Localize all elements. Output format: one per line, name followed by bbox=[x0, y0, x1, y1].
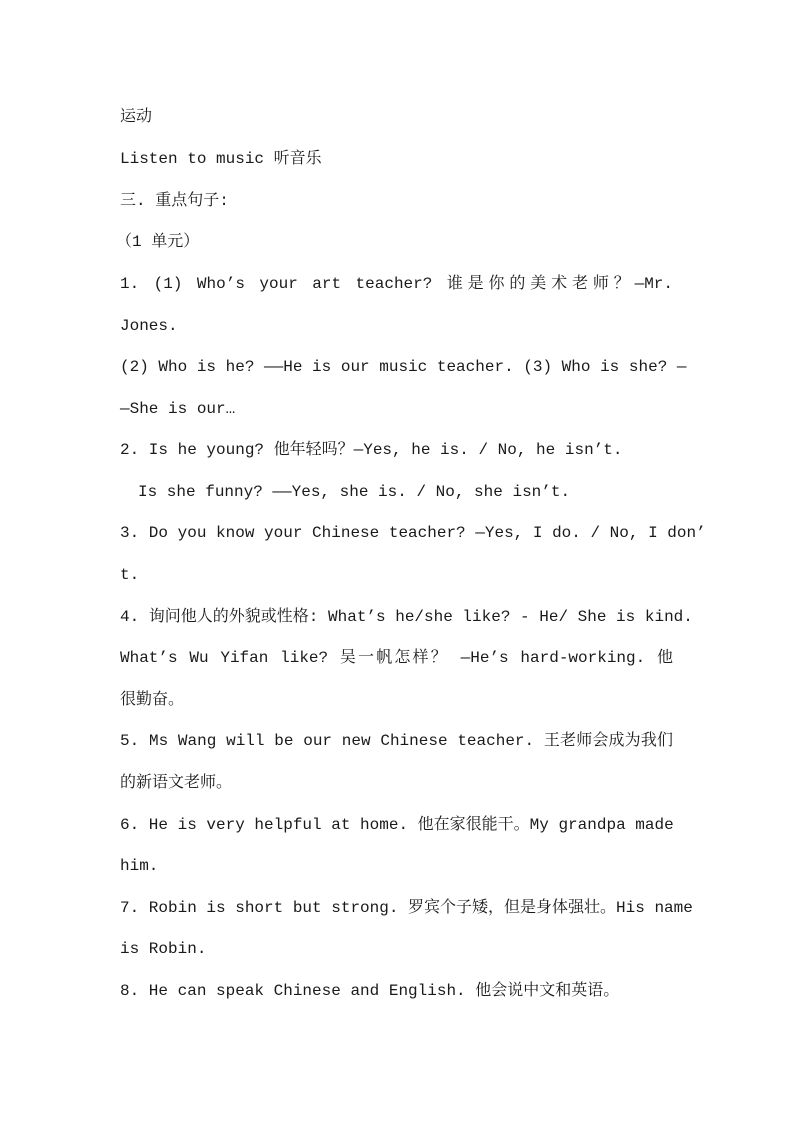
sentence-6-line-2: him. bbox=[120, 857, 159, 875]
sentence-1-line-2: Jones. bbox=[120, 317, 178, 335]
text-line-vocab-sport: 运动 bbox=[120, 108, 153, 126]
sentence-4-line-3: 很勤奋。 bbox=[120, 691, 185, 709]
section-heading-key-sentences: 三. 重点句子: bbox=[120, 192, 229, 210]
sentence-4-line-1: 4. 询问他人的外貌或性格: What’s he/she like? - He/ She is kind. bbox=[120, 608, 693, 626]
sentence-1-line-4: —She is our… bbox=[120, 400, 236, 418]
sentence-6-line-1: 6. He is very helpful at home. 他在家很能干。My grandpa made bbox=[120, 816, 674, 834]
sentence-2-line-1: 2. Is he young? 他年轻吗？—Yes, he is. / No, he isn’t. bbox=[120, 441, 623, 459]
sentence-3-line-2: t. bbox=[120, 566, 140, 584]
sentence-2-line-2: Is she funny? ——Yes, she is. / No, she isn’t. bbox=[138, 483, 571, 501]
sentence-3-line-1: 3. Do you know your Chinese teacher? —Yes, I do. / No, I don’ bbox=[120, 524, 706, 542]
unit-label: （1 单元） bbox=[116, 233, 200, 251]
sentence-5-line-2: 的新语文老师。 bbox=[120, 774, 233, 792]
sentence-7-line-1: 7. Robin is short but strong. 罗宾个子矮，但是身体强壮。His name bbox=[120, 899, 693, 917]
text-line-vocab-listen-music: Listen to music 听音乐 bbox=[120, 150, 322, 168]
sentence-7-line-2: is Robin. bbox=[120, 940, 207, 958]
sentence-5-line-1: 5. Ms Wang will be our new Chinese teacher. 王老师会成为我们 bbox=[120, 732, 673, 750]
sentence-1-line-1: 1. (1) Who’s your art teacher? 谁是你的美术老师？—Mr. bbox=[120, 275, 673, 293]
sentence-4-line-2: What’s Wu Yifan like? 吴一帆怎样？ —He’s hard-working. 他 bbox=[120, 649, 673, 667]
sentence-8-line-1: 8. He can speak Chinese and English. 他会说中文和英语。 bbox=[120, 982, 620, 1000]
sentence-1-line-3: (2) Who is he? ——He is our music teacher. (3) Who is she? — bbox=[120, 358, 687, 376]
